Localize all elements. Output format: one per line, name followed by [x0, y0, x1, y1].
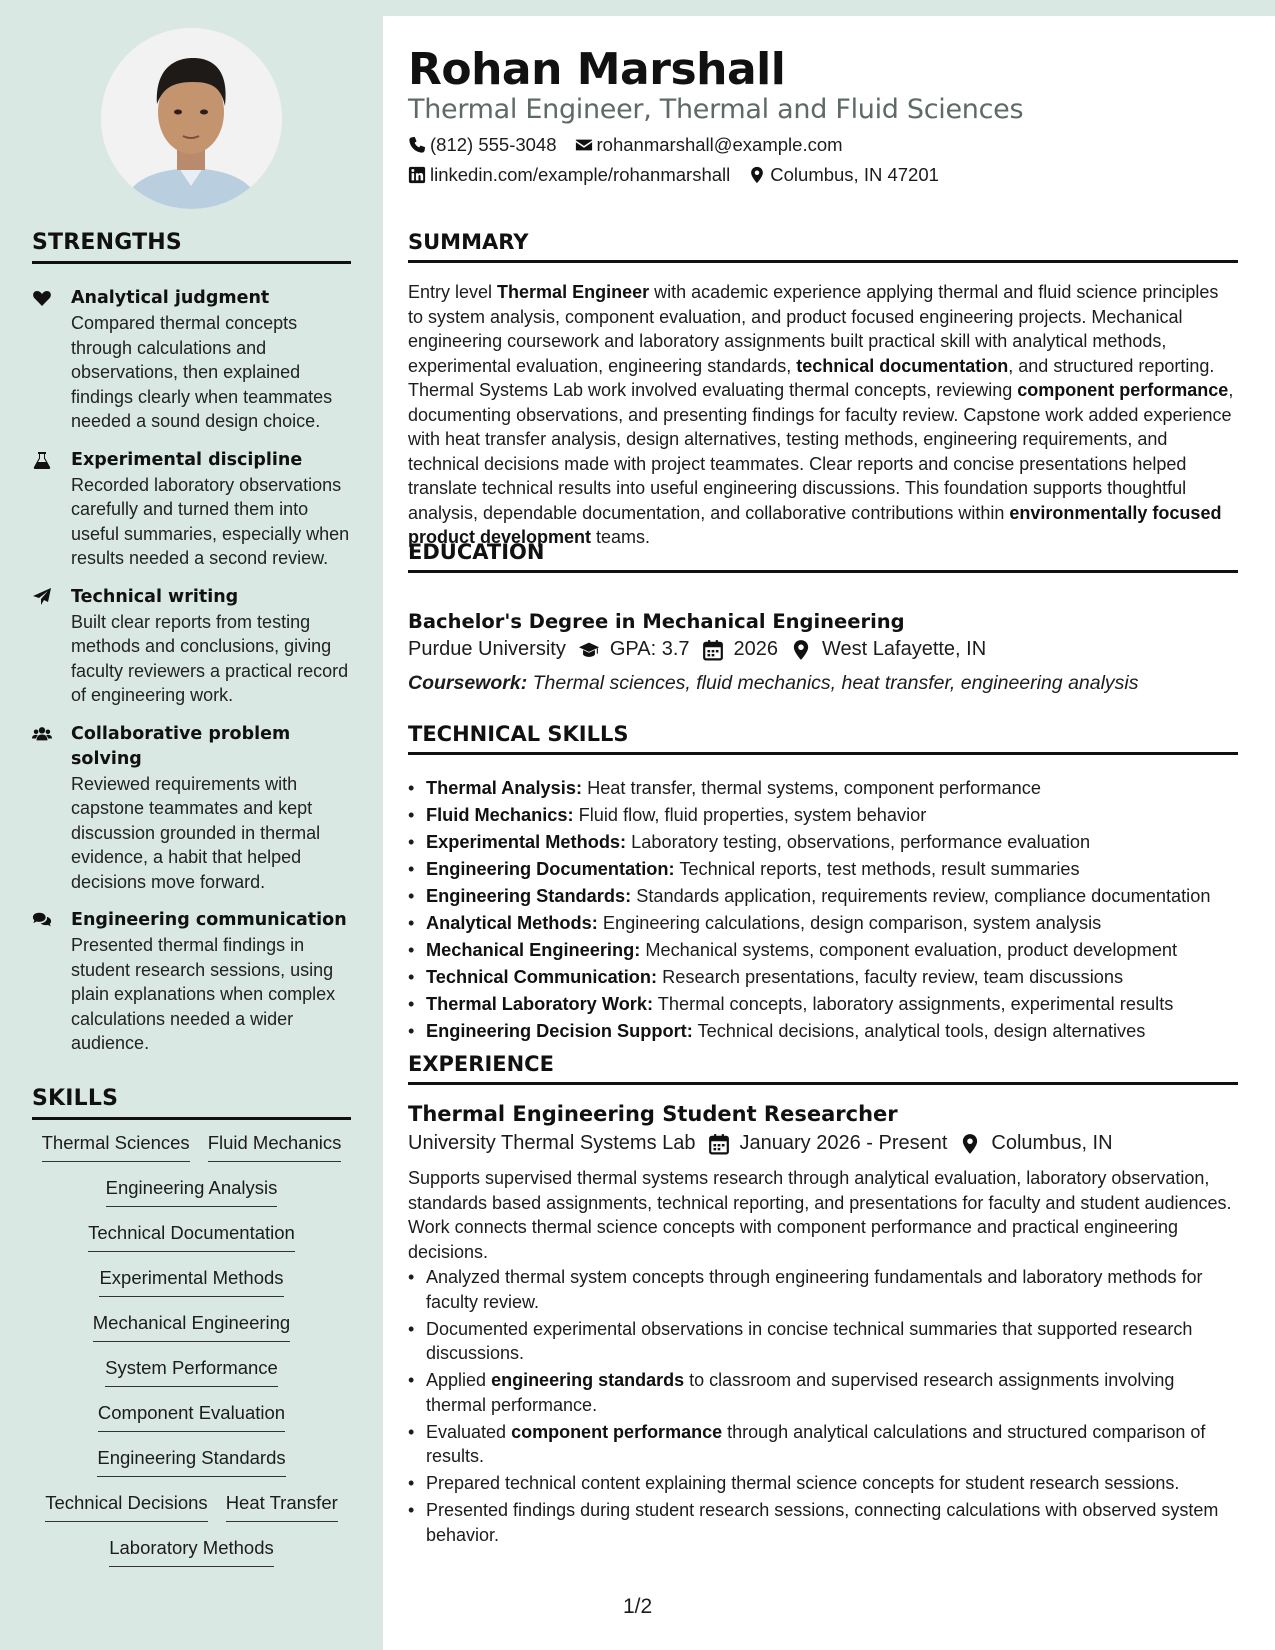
contact-row-1	[408, 134, 861, 156]
gpa-text: GPA: 3.7	[609, 638, 690, 660]
job-meta	[408, 1132, 1125, 1155]
skill-label: Engineering Decision Support:	[426, 1021, 693, 1041]
gpa	[578, 638, 690, 661]
education-meta	[408, 638, 998, 661]
skills-list	[32, 1132, 351, 1582]
skill-text: Technical decisions, analytical tools, design alternatives	[697, 1021, 1146, 1041]
skill-label: Engineering Standards:	[426, 886, 632, 906]
skill-tag: Mechanical Engineering	[93, 1312, 290, 1342]
skill-tag: Laboratory Methods	[109, 1537, 274, 1567]
technical-skill-item	[408, 802, 1248, 829]
map-pin-icon	[790, 639, 812, 661]
school	[408, 638, 566, 661]
skill-text: Research presentations, faculty review, team discussions	[662, 967, 1124, 987]
skill-row	[32, 1312, 351, 1357]
skill-text: Thermal concepts, laboratory assignments, experimental results	[657, 994, 1174, 1014]
skill-label: Engineering Documentation:	[426, 859, 675, 879]
experience-bullet: • Prepared technical content explaining thermal science concepts for student research sessions.	[408, 1471, 1238, 1496]
linkedin-contact[interactable]	[408, 164, 730, 186]
skill-text: Laboratory testing, observations, performance evaluation	[631, 832, 1091, 852]
skill-row	[32, 1357, 351, 1402]
skill-text: Fluid flow, fluid properties, system behavior	[578, 805, 927, 825]
strength-title: Collaborative problem solving	[71, 723, 291, 769]
experience-bullet: • Presented findings during student research sessions, connecting calculations with observed system behavior.	[408, 1498, 1238, 1547]
skill-label: Thermal Laboratory Work:	[426, 994, 654, 1014]
skills-heading: SKILLS	[32, 1086, 351, 1120]
paper-plane-icon	[32, 585, 71, 708]
strength-title: Experimental discipline	[71, 449, 303, 470]
skill-text: Heat transfer, thermal systems, component performance	[587, 778, 1041, 798]
profile-photo	[101, 28, 282, 209]
linkedin-text[interactable]: linkedin.com/example/rohanmarshall	[430, 164, 731, 185]
experience-heading: EXPERIENCE	[408, 1052, 1238, 1085]
strengths-heading: STRENGTHS	[32, 230, 351, 264]
contact-row-2	[408, 164, 957, 186]
phone-icon	[408, 136, 426, 154]
school-name: Purdue University	[408, 638, 566, 660]
experience-bullet: • Analyzed thermal system concepts through engineering fundamentals and laboratory methods for faculty review.	[408, 1265, 1238, 1314]
skill-text: Technical reports, test methods, result summaries	[679, 859, 1080, 879]
coursework-label: Coursework:	[408, 672, 528, 694]
job-location-text: Columbus, IN	[991, 1132, 1113, 1154]
skill-label: Analytical Methods:	[426, 913, 598, 933]
heart-icon	[32, 286, 71, 434]
skill-row	[32, 1177, 351, 1222]
strength-item	[32, 908, 354, 1056]
grad-year	[702, 638, 779, 661]
skill-row	[32, 1447, 351, 1492]
school-location-text: West Lafayette, IN	[822, 638, 987, 660]
year-text: 2026	[733, 638, 779, 660]
strength-item	[32, 448, 354, 571]
experience-bullet: • Evaluated component performance through analytical calculations and structured comparison of results.	[408, 1420, 1238, 1469]
org-name: University Thermal Systems Lab	[408, 1132, 696, 1154]
technical-skill-item	[408, 937, 1248, 964]
strength-title: Engineering communication	[71, 910, 347, 930]
strength-item	[32, 585, 354, 708]
skill-row	[32, 1222, 351, 1267]
job-dates	[708, 1132, 948, 1155]
strength-item	[32, 286, 354, 434]
technical-skill-item	[408, 829, 1248, 856]
experience-bullets	[408, 1265, 1238, 1550]
technical-skill-item	[408, 856, 1248, 883]
strength-desc: Recorded laboratory observations carefully and turned them into useful summaries, especially when results needed a second review.	[71, 474, 350, 568]
calendar-icon	[702, 639, 724, 661]
technical-skill-item	[408, 991, 1248, 1018]
skill-tag: Technical Documentation	[88, 1222, 295, 1252]
skill-label: Fluid Mechanics:	[426, 805, 574, 825]
envelope-icon	[575, 136, 593, 154]
skill-tag: Engineering Analysis	[106, 1177, 278, 1207]
strength-item	[32, 722, 354, 895]
school-location	[790, 638, 986, 661]
skill-row	[32, 1267, 351, 1312]
map-pin-icon	[959, 1133, 981, 1155]
email-text[interactable]: rohanmarshall@example.com	[596, 134, 843, 155]
education-heading: EDUCATION	[408, 540, 1238, 573]
skill-label: Technical Communication:	[426, 967, 658, 987]
job-title: Thermal Engineering Student Researcher	[408, 1102, 898, 1126]
skill-row	[32, 1402, 351, 1447]
technical-skill-item	[408, 964, 1248, 991]
technical-skill-item	[408, 883, 1248, 910]
flask-icon	[32, 448, 71, 571]
page-number: 1/2	[623, 1595, 653, 1618]
skill-tag: Technical Decisions	[45, 1492, 207, 1522]
degree-title: Bachelor's Degree in Mechanical Engineering	[408, 610, 905, 633]
strength-desc: Reviewed requirements with capstone teammates and kept discussion grounded in thermal evidence, a habit that helped decisions move forward.	[71, 773, 321, 892]
strength-title: Analytical judgment	[71, 288, 270, 308]
technical-skills-list	[408, 775, 1248, 1045]
location-contact	[748, 164, 939, 186]
graduation-cap-icon	[578, 639, 600, 661]
skill-row	[32, 1537, 351, 1582]
job-description: Supports supervised thermal systems research through analytical evaluation, laboratory observation, standards based assignments, technical reporting, and presentations for faculty and student audiences. Work connects thermal science concepts with component performance and practical engineering decisions.	[408, 1168, 1232, 1262]
skill-tag: Component Evaluation	[98, 1402, 285, 1432]
skill-tag: Thermal Sciences	[42, 1132, 190, 1162]
skill-label: Experimental Methods:	[426, 832, 627, 852]
coursework	[408, 672, 1139, 695]
strength-desc: Compared thermal concepts through calculations and observations, then explained findings clearly when teammates needed a sound design choice.	[71, 313, 333, 431]
comments-icon	[32, 908, 71, 1056]
technical-skill-item	[408, 1018, 1248, 1045]
sidebar	[0, 0, 383, 1650]
strength-desc: Presented thermal findings in student research sessions, using plain explanations when complex calculations needed a wider audience.	[71, 935, 336, 1053]
users-icon	[32, 722, 71, 895]
skill-tag: Heat Transfer	[226, 1492, 338, 1522]
map-pin-icon	[748, 166, 766, 184]
strength-title: Technical writing	[71, 586, 239, 607]
dates-text: January 2026 - Present	[739, 1132, 948, 1154]
skill-tag: Fluid Mechanics	[208, 1132, 342, 1162]
technical-skill-item	[408, 775, 1248, 802]
skill-tag: Experimental Methods	[99, 1267, 283, 1297]
linkedin-icon	[408, 166, 426, 184]
job-org	[408, 1132, 696, 1155]
skill-tag: Engineering Standards	[97, 1447, 285, 1477]
phone-text: (812) 555-3048	[430, 134, 557, 155]
strength-desc: Built clear reports from testing methods and conclusions, giving faculty reviewers a practical record of engineering work.	[71, 611, 349, 705]
main-content	[383, 16, 1275, 1650]
experience-bullet: • Applied engineering standards to classroom and supervised research assignments involving thermal performance.	[408, 1368, 1238, 1417]
strengths-list	[32, 286, 354, 1070]
email-contact[interactable]	[575, 134, 843, 156]
candidate-name: Rohan Marshall	[408, 44, 786, 95]
skill-text: Standards application, requirements review, compliance documentation	[636, 886, 1211, 906]
skill-label: Thermal Analysis:	[426, 778, 582, 798]
summary-text: Entry level Thermal Engineer with academic experience applying thermal and fluid science principles to system analysis, component evaluation, and product focused engineering projects. Mechanical engineering coursework and laboratory assignments built practical skill with analytical methods, experimental evaluation, engineering standards, technical documentation, and structured reporting. Thermal Systems Lab work involved evaluating thermal concepts, reviewing component performance, documenting observations, and presenting findings for faculty review. Capstone work added experience with heat transfer analysis, design alternatives, testing methods, engineering requirements, and technical decisions made with project teammates. Clear reports and concise presentations helped translate technical results into useful engineering discussions. This foundation supports thoughtful analysis, dependable documentation, and collaborative contributions within environmentally focused product development teams.	[408, 282, 1234, 547]
candidate-role: Thermal Engineer, Thermal and Fluid Sciences	[408, 94, 1024, 125]
skill-row	[32, 1492, 351, 1537]
skill-text: Engineering calculations, design comparison, system analysis	[602, 913, 1102, 933]
skill-tag: System Performance	[105, 1357, 278, 1387]
experience-bullet: • Documented experimental observations in concise technical summaries that supported research discussions.	[408, 1317, 1238, 1366]
summary-heading: SUMMARY	[408, 230, 1238, 263]
phone-contact	[408, 134, 557, 156]
technical-skill-item	[408, 910, 1248, 937]
skill-text: Mechanical systems, component evaluation, product development	[645, 940, 1178, 960]
skill-row	[32, 1132, 351, 1177]
coursework-text: Thermal sciences, fluid mechanics, heat transfer, engineering analysis	[532, 672, 1139, 694]
technical-skills-heading: TECHNICAL SKILLS	[408, 722, 1238, 755]
location-text: Columbus, IN 47201	[770, 164, 939, 185]
calendar-icon	[708, 1133, 730, 1155]
skill-label: Mechanical Engineering:	[426, 940, 641, 960]
job-location	[959, 1132, 1112, 1155]
